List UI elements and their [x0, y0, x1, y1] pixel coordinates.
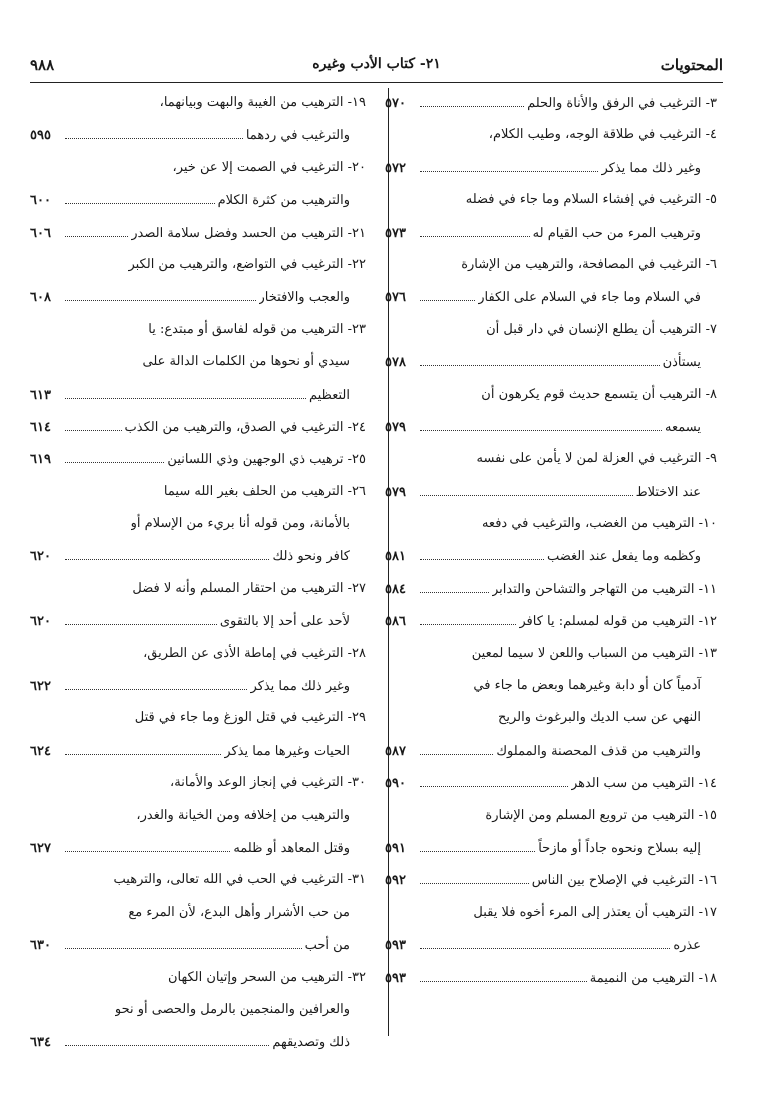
section-title: المحتويات [660, 56, 723, 74]
toc-entry-line [385, 509, 723, 541]
toc-entry-text: ٢٤- الترغيب في الصدق، والترهيب من الكذب [124, 419, 366, 435]
toc-entry-text: ٣٢- الترهيب من السحر وإتيان الكهان [167, 969, 366, 985]
toc-entry-text: وترهيب المرء من حب القيام له [532, 225, 701, 241]
leader-dots [65, 444, 164, 463]
toc-entry-line [385, 541, 723, 573]
toc-entry-text: وغير ذلك مما يذكر [250, 679, 350, 695]
toc-entry-text: ٢٠- الترغيب في الصمت إلا عن خير، [172, 159, 366, 175]
toc-entry-line [385, 88, 723, 120]
toc-entry-line [385, 930, 723, 962]
toc-entry-text: والعجب والافتخار [258, 290, 350, 306]
leader-dots [420, 963, 587, 982]
leader-dots [420, 412, 662, 431]
leader-dots [65, 380, 306, 399]
toc-entry-text: سيدي أو نحوها من الكلمات الدالة على [142, 354, 350, 370]
toc-entry-line [385, 865, 723, 897]
toc-entry-text: في السلام وما جاء في السلام على الكفار [478, 290, 701, 306]
toc-page-number: ٥٧٢ [385, 160, 406, 176]
toc-entry-line [385, 703, 723, 735]
toc-entry-text: والترغيب في ردهما [245, 128, 350, 144]
toc-entry-text: والترهيب من إخلافه ومن الخيانة والغدر، [136, 807, 350, 823]
toc-entry-line [385, 412, 723, 444]
toc-entry-text: ٢٢- الترغيب في التواضع، والترهيب من الكبر [128, 256, 366, 272]
toc-entry-line [30, 509, 372, 541]
toc-entry-line [30, 898, 372, 930]
toc-entry-line [385, 380, 723, 412]
leader-dots [420, 768, 568, 787]
toc-entry-text: ٦- الترغيب في المصافحة، والترهيب من الإشارة [461, 256, 717, 272]
leader-dots [65, 412, 122, 431]
toc-entry-text: بالأمانة، ومن قوله أنا بريء من الإسلام أو [130, 516, 350, 532]
toc-entry-line [385, 639, 723, 671]
leader-dots [420, 153, 598, 172]
toc-entry-line [30, 865, 372, 897]
leader-dots [65, 120, 243, 139]
toc-entry-line [30, 930, 372, 962]
toc-entry-text: النهي عن سب الديك والبرغوث والريح [498, 710, 701, 726]
toc-page-number: ٥٩٣ [385, 970, 406, 986]
toc-page-number: ٥٧٩ [385, 484, 406, 500]
leader-dots [65, 606, 217, 625]
toc-entry-line [30, 282, 372, 314]
book-title: ٢١- كتاب الأدب وغيره [312, 56, 441, 72]
leader-dots [420, 833, 535, 852]
leader-dots [420, 865, 529, 884]
toc-entry-text: ١٨- الترهيب من النميمة [589, 970, 717, 986]
toc-entry-line [385, 153, 723, 185]
toc-page-number: ٦٢٠ [30, 614, 51, 630]
toc-entry-line [30, 444, 372, 476]
page-header [30, 52, 723, 83]
toc-entry-line [30, 315, 372, 347]
toc-entry-text: ١٩- الترهيب من الغيبة والبهت وبيانهما، [159, 95, 366, 110]
toc-entry-line [385, 671, 723, 703]
leader-dots [420, 282, 475, 301]
toc-entry-line [30, 185, 372, 217]
toc-page-number: ٥٧٩ [385, 419, 406, 435]
toc-entry-line [30, 703, 372, 735]
toc-entry-line [385, 477, 723, 509]
toc-entry-line [30, 574, 372, 606]
toc-entry-line [385, 606, 723, 638]
toc-page-number: ٦٣٠ [30, 938, 51, 954]
toc-page-number: ٥٧٦ [385, 290, 406, 306]
toc-page-number: ٥٨٦ [385, 614, 406, 630]
leader-dots [420, 218, 530, 237]
toc-page-number: ٦٢٤ [30, 743, 51, 759]
toc-entry-line [30, 380, 372, 412]
toc-entry-line [385, 282, 723, 314]
toc-left-column [30, 88, 372, 1060]
toc-entry-line [385, 574, 723, 606]
toc-entry-line [385, 444, 723, 476]
toc-entry-text: ذلك وتصديقهم [272, 1035, 350, 1051]
toc-entry-line [30, 541, 372, 573]
leader-dots [65, 736, 221, 755]
toc-entry-text: ٥- الترغيب في إفشاء السلام وما جاء في فضله [465, 192, 717, 208]
toc-entry-text: لأحد على أحد إلا بالتقوى [219, 614, 350, 630]
leader-dots [65, 671, 247, 690]
toc-entry-text: ٢٥- ترهيب ذي الوجهين وذي اللسانين [167, 452, 366, 468]
leader-dots [420, 541, 544, 560]
toc-entry-text: التعظيم [308, 387, 350, 403]
toc-entry-line [30, 477, 372, 509]
toc-entry-text: والترهيب من قذف المحصنة والمملوك [496, 743, 701, 759]
toc-entry-text: ٢١- الترهيب من الحسد وفضل سلامة الصدر [131, 225, 366, 241]
toc-entry-line [30, 88, 372, 120]
toc-entry-text: ٢٦- الترهيب من الحلف بغير الله سيما [163, 483, 366, 499]
toc-page-number: ٦٠٦ [30, 225, 51, 241]
leader-dots [420, 930, 670, 949]
toc-page-number: ٦٠٠ [30, 193, 51, 209]
toc-entry-text: ١٥- الترهيب من ترويع المسلم ومن الإشارة [485, 807, 717, 823]
toc-page-number: ٦٣٤ [30, 1035, 51, 1051]
toc-page-number: ٦١٤ [30, 419, 51, 435]
toc-entry-line [30, 120, 372, 152]
toc-entry-text: وقتل المعاهد أو ظلمه [233, 840, 350, 856]
toc-entry-line [30, 963, 372, 995]
toc-entry-text: ٣١- الترغيب في الحب في الله تعالى، والترهيب [113, 872, 366, 888]
toc-entry-text: ٢٣- الترهيب من قوله لفاسق أو مبتدع: يا [148, 321, 366, 337]
leader-dots [65, 218, 128, 237]
toc-entry-text: ٢٩- الترغيب في قتل الوزغ وما جاء في قتل [134, 710, 366, 726]
toc-page-number: ٦٠٨ [30, 290, 51, 306]
toc-page-number: ٦٢٧ [30, 840, 51, 856]
toc-entry-line [385, 736, 723, 768]
toc-entry-line [385, 898, 723, 930]
toc-entry-text: ٩- الترغيب في العزلة لمن لا يأمن على نفسه [476, 451, 717, 467]
toc-entry-text: ٤- الترغيب في طلاقة الوجه، وطيب الكلام، [488, 127, 717, 143]
toc-entry-text: يستأذن [662, 355, 701, 371]
toc-entry-line [30, 833, 372, 865]
toc-entry-line [385, 250, 723, 282]
toc-right-column [385, 88, 723, 995]
toc-page-number: ٦١٩ [30, 452, 51, 468]
toc-entry-text: إليه بسلاح ونحوه جاداً أو مازحاً [538, 840, 701, 856]
toc-page-number: ٦١٣ [30, 387, 51, 403]
toc-entry-text: من حب الأشرار وأهل البدع، لأن المرء مع [128, 904, 350, 920]
toc-entry-line [30, 347, 372, 379]
toc-page-number: ٥٩٠ [385, 776, 406, 792]
toc-page-number: ٦٢٠ [30, 549, 51, 565]
toc-entry-line [30, 412, 372, 444]
leader-dots [65, 1027, 269, 1046]
toc-entry-line [30, 606, 372, 638]
toc-entry-text: وكظمه وما يفعل عند الغضب [546, 549, 701, 565]
toc-entry-line [30, 671, 372, 703]
toc-page-number: ٥٨٧ [385, 743, 406, 759]
leader-dots [65, 930, 302, 949]
toc-page-number: ٥٨٤ [385, 581, 406, 597]
toc-entry-text: وغير ذلك مما يذكر [601, 160, 701, 176]
toc-entry-line [30, 801, 372, 833]
toc-entry-text: ٨- الترهيب أن يتسمع حديث قوم يكرهون أن [481, 386, 717, 402]
toc-entry-text: من أحب [304, 938, 350, 954]
toc-page-number: ٥٩٣ [385, 938, 406, 954]
toc-entry-text: ١٦- الترغيب في الإصلاح بين الناس [531, 873, 717, 889]
toc-entry-line [385, 347, 723, 379]
toc-page-number: ٥٩٥ [30, 128, 51, 144]
toc-entry-line [385, 768, 723, 800]
leader-dots [420, 736, 493, 755]
toc-entry-text: ٣٠- الترغيب في إنجاز الوعد والأمانة، [170, 775, 366, 791]
toc-entry-line [30, 995, 372, 1027]
toc-entry-text: والترهيب من كثرة الكلام [217, 193, 350, 209]
leader-dots [65, 185, 215, 204]
toc-entry-line [30, 639, 372, 671]
toc-entry-line [30, 218, 372, 250]
toc-page-number: ٥٩٢ [385, 873, 406, 889]
toc-entry-text: كافر ونحو ذلك [272, 549, 350, 565]
toc-entry-line [385, 315, 723, 347]
toc-entry-line [385, 185, 723, 217]
toc-page-number: ٥٨١ [385, 549, 406, 565]
toc-entry-line [30, 153, 372, 185]
toc-entry-text: ١٢- الترهيب من قوله لمسلم: يا كافر [519, 614, 717, 630]
toc-entry-line [30, 736, 372, 768]
leader-dots [420, 606, 516, 625]
toc-entry-text: والعرافين والمنجمين بالرمل والحصى أو نحو [114, 1001, 350, 1017]
toc-entry-text: ١١- الترهيب من التهاجر والتشاحن والتدابر [491, 581, 717, 597]
leader-dots [65, 833, 230, 852]
toc-page-number: ٥٧٨ [385, 355, 406, 371]
toc-entry-text: آدمياً كان أو دابة وغيرهما وبعض ما جاء في [473, 678, 701, 694]
leader-dots [420, 347, 660, 366]
toc-page-number: ٦٢٢ [30, 679, 51, 695]
toc-entry-line [30, 768, 372, 800]
toc-page-number: ٥٩١ [385, 840, 406, 856]
toc-entry-text: ٢٧- الترهيب من احتقار المسلم وأنه لا فضل [132, 580, 366, 596]
toc-entry-line [30, 1027, 372, 1059]
page-number: ٩٨٨ [30, 56, 55, 74]
toc-entry-line [30, 250, 372, 282]
toc-page-number: ٥٧٠ [385, 96, 406, 111]
toc-entry-text: ١٤- الترهيب من سب الدهر [570, 776, 717, 792]
toc-entry-text: عند الاختلاط [635, 484, 701, 500]
toc-entry-text: الحيات وغيرها مما يذكر [224, 743, 350, 759]
toc-page-number: ٥٧٣ [385, 225, 406, 241]
leader-dots [65, 282, 256, 301]
leader-dots [420, 574, 489, 593]
toc-entry-text: يسمعه [665, 419, 701, 435]
toc-entry-text: ١٧- الترهيب أن يعتذر إلى المرء أخوه فلا يقبل [473, 904, 717, 920]
leader-dots [65, 541, 269, 560]
toc-entry-line [385, 963, 723, 995]
leader-dots [420, 477, 633, 496]
toc-entry-text: ٧- الترهيب أن يطلع الإنسان في دار قبل أن [486, 321, 717, 337]
toc-entry-line [385, 833, 723, 865]
toc-entry-line [385, 120, 723, 152]
toc-entry-text: ١٣- الترهيب من السباب واللعن لا سيما لمعين [471, 645, 717, 661]
toc-entry-line [385, 801, 723, 833]
toc-entry-text: ٣- الترغيب في الرفق والأناة والحلم [527, 96, 717, 111]
toc-entry-text: ١٠- الترهيب من الغضب، والترغيب في دفعه [481, 516, 717, 532]
toc-entry-line [385, 218, 723, 250]
toc-entry-text: عذره [673, 938, 701, 954]
toc-entry-text: ٢٨- الترغيب في إماطة الأذى عن الطريق، [143, 645, 366, 661]
leader-dots [420, 88, 524, 107]
